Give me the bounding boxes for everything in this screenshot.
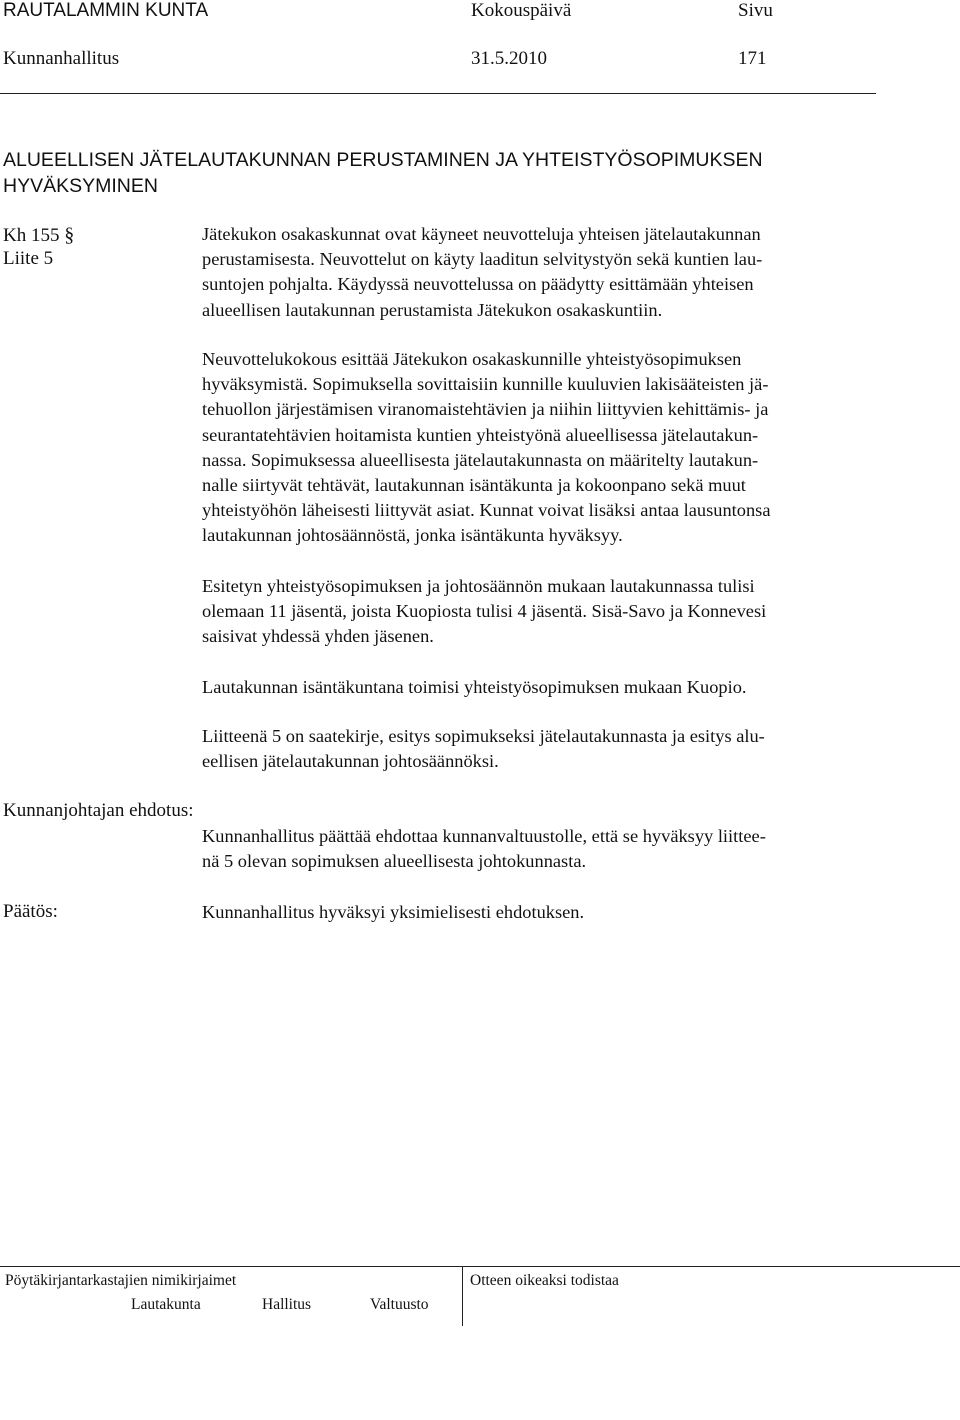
paragraph-3 bbox=[202, 574, 878, 650]
text-line: perustamisesta. Neuvottelut on käyty laaditun selvitystyön sekä kuntien lau- bbox=[202, 249, 763, 270]
text-line: saisivat yhdessä yhden jäsenen. bbox=[202, 626, 434, 647]
text-line: nassa. Sopimuksessa alueellisesta jätelautakunnasta on määritelty lautakun- bbox=[202, 449, 759, 470]
decision-text bbox=[202, 900, 878, 925]
meeting-date: 31.5.2010 bbox=[471, 48, 547, 69]
paragraph-5 bbox=[202, 724, 878, 774]
text-line: suntojen pohjalta. Käydyssä neuvottelussa on päädytty esittämään yhteisen bbox=[202, 274, 754, 295]
signature-col-council: Valtuusto bbox=[370, 1296, 429, 1313]
body-name: Kunnanhallitus bbox=[3, 48, 120, 69]
paragraph-4 bbox=[202, 675, 878, 700]
text-line: hyväksymistä. Sopimuksella sovittaisiin kunnille kuuluvien lakisääteisten jä- bbox=[202, 374, 769, 395]
section-sign-icon: § bbox=[64, 224, 75, 246]
meeting-date-label: Kokouspäivä bbox=[471, 0, 572, 21]
text-line: Jätekukon osakaskunnat ovat käyneet neuvotteluja yhteisen jätelautakunnan bbox=[202, 224, 761, 244]
text-line: nalle siirtyvät tehtävät, lautakunnan isäntäkunta ja kokoonpano sekä muut bbox=[202, 475, 746, 496]
page-number: 171 bbox=[738, 48, 767, 69]
text-line: tehuollon järjestämisen viranomaistehtävien ja niihin liittyvien kehittämis- ja bbox=[202, 399, 769, 420]
text-line: seurantatehtävien hoitamista kuntien yhteistyönä alueellisessa jätelautakun- bbox=[202, 424, 759, 445]
text-line: eellisen jätelautakunnan johtosäännöksi. bbox=[202, 751, 499, 772]
text-line: Kunnanhallitus päättää ehdottaa kunnanvaltuustolle, että se hyväksyy liittee- bbox=[202, 826, 766, 846]
text-line: olemaan 11 jäsentä, joista Kuopiosta tulisi 4 jäsentä. Sisä-Savo ja Konnevesi bbox=[202, 601, 767, 622]
section-number: Kh 155 § bbox=[3, 224, 75, 246]
text-line: Esitetyn yhteistyösopimuksen ja johtosäännön mukaan lautakunnassa tulisi bbox=[202, 576, 755, 596]
text-line: Liitteenä 5 on saatekirje, esitys sopimukseksi jätelautakunnasta ja esitys alu- bbox=[202, 726, 765, 746]
signatures-label: Pöytäkirjantarkastajien nimikirjaimet bbox=[5, 1272, 237, 1289]
proposal-text bbox=[202, 824, 878, 874]
text-line: Kunnanhallitus hyväksyi yksimielisesti ehdotuksen. bbox=[202, 902, 585, 922]
text-line: yhteistyöhön läheisesti liittyvät asiat. Kunnat voivat lisäksi antaa lausuntonsa bbox=[202, 500, 771, 521]
attachment-label: Liite 5 bbox=[3, 248, 54, 269]
footer-divider bbox=[0, 1266, 960, 1267]
footer-column-divider bbox=[462, 1266, 463, 1326]
signature-col-government: Hallitus bbox=[262, 1296, 312, 1313]
page-label: Sivu bbox=[738, 0, 773, 21]
text-line: Lautakunnan isäntäkuntana toimisi yhteistyösopimuksen mukaan Kuopio. bbox=[202, 677, 747, 697]
paragraph-2 bbox=[202, 347, 878, 549]
header-divider bbox=[0, 93, 876, 94]
text-line: alueellisen lautakunnan perustamista Jätekukon osakaskuntiin. bbox=[202, 299, 663, 320]
decision-label: Päätös: bbox=[3, 901, 58, 922]
proposal-label: Kunnanjohtajan ehdotus: bbox=[3, 800, 194, 821]
document-title: ALUEELLISEN JÄTELAUTAKUNNAN PERUSTAMINEN JA YHTEISTYÖSOPIMUKSEN HYVÄKSYMINEN bbox=[3, 149, 763, 197]
text-line: Neuvottelukokous esittää Jätekukon osakaskunnille yhteistyösopimuksen bbox=[202, 349, 742, 369]
municipality-name: RAUTALAMMIN KUNTA bbox=[3, 0, 209, 21]
text-line: nä 5 olevan sopimuksen alueellisesta johtokunnasta. bbox=[202, 851, 587, 872]
paragraph-1 bbox=[202, 222, 878, 323]
signature-col-board: Lautakunta bbox=[131, 1296, 201, 1313]
certified-copy-label: Otteen oikeaksi todistaa bbox=[470, 1272, 619, 1289]
text-line: lautakunnan johtosäännöstä, jonka isäntäkunta hyväksyy. bbox=[202, 525, 623, 546]
